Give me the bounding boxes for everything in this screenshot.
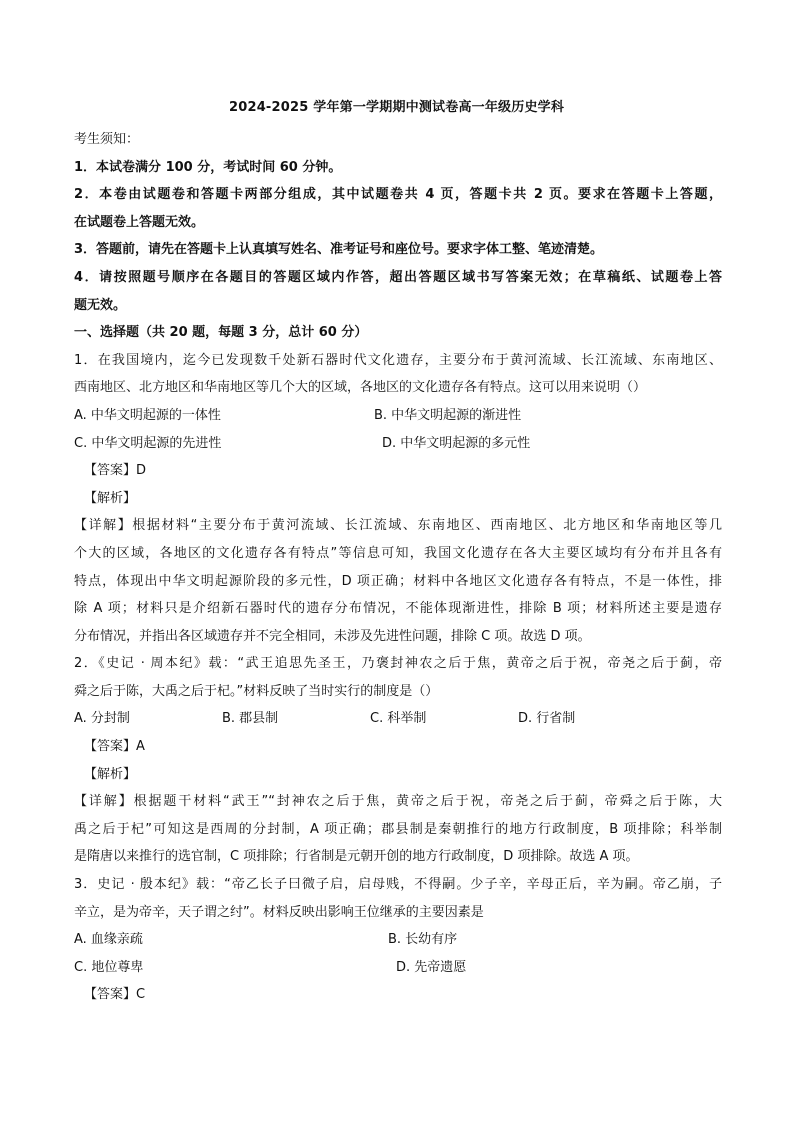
notice-item: 4．请按照题号顺序在各题目的答题区域内作答，超出答题区域书写答案无效；在草稿纸、试题卷上答: [74, 269, 722, 285]
section-heading: 一、选择题（共 20 题，每题 3 分，总计 60 分）: [74, 325, 368, 341]
option-a: A. 分封制: [74, 711, 130, 727]
option-b: B. 郡县制: [222, 711, 279, 727]
option-b: B. 中华文明起源的渐进性: [374, 407, 522, 423]
notice-item: 题无效。: [74, 297, 127, 313]
option-d: D. 先帝遗愿: [396, 959, 467, 975]
option-b: B. 长幼有序: [388, 932, 458, 948]
option-a: A. 中华文明起源的一体性: [74, 407, 221, 423]
question-1-stem: 1．在我国境内，迄今已发现数千处新石器时代文化遗存，主要分布于黄河流域、长江流域、东南地区、: [74, 352, 722, 368]
option-c: C. 科举制: [370, 711, 427, 727]
question-2-detail: 【详解】根据题干材料“武王”“封神农之后于焦，黄帝之后于祝，帝尧之后于蓟，帝舜之后于陈，大: [74, 794, 722, 810]
question-1-detail: 【详解】根据材料“主要分布于黄河流域、长江流域、东南地区、西南地区、北方地区和华南地区等几: [74, 518, 722, 534]
option-a: A. 血缘亲疏: [74, 932, 143, 948]
question-1-analysis-label: 【解析】: [84, 490, 137, 506]
notice-heading: 考生须知：: [74, 132, 140, 147]
question-2-stem: 2．《史记 · 周本纪》载：“武王追思先圣王，乃褒封神农之后于焦，黄帝之后于祝，帝尧之后于蓟，帝: [74, 656, 722, 672]
question-3-stem: 辛立，是为帝辛，天子谓之纣”。材料反映出影响王位继承的主要因素是: [74, 904, 484, 920]
page-title: 2024-2025 学年第一学期期中测试卷高一年级历史学科: [228, 100, 565, 115]
question-1-stem: 西南地区、北方地区和华南地区等几个大的区域，各地区的文化遗存各有特点。这可以用来说明（）: [74, 380, 647, 396]
option-d: D. 行省制: [518, 711, 576, 727]
option-c: C. 中华文明起源的先进性: [74, 435, 222, 451]
question-3-options: [74, 926, 722, 954]
notice-item: 1．本试卷满分 100 分，考试时间 60 分钟。: [74, 159, 342, 175]
question-3-options: [74, 954, 722, 982]
question-1-answer: 【答案】D: [84, 463, 147, 479]
question-1-detail: 个大的区域，各地区的文化遗存各有特点”等信息可知，我国文化遗存在各大主要区域均有分布并且各有: [74, 545, 722, 561]
notice-item: 2．本卷由试题卷和答题卡两部分组成，其中试题卷共 4 页，答题卡共 2 页。要求在答题卡上答题，: [74, 187, 722, 203]
question-1-detail: 除 A 项；材料只是介绍新石器时代的遗存分布情况，不能体现渐进性，排除 B 项；材料所述主要是遗存: [74, 601, 722, 617]
exam-content: [74, 126, 722, 1009]
question-2-analysis-label: 【解析】: [84, 766, 137, 782]
option-c: C. 地位尊卑: [74, 959, 144, 975]
question-1-options: [74, 402, 722, 430]
question-2-options: [74, 705, 722, 733]
notice-item: 在试题卷上答题无效。: [74, 214, 205, 230]
question-2-detail: 禹之后于杞”可知这是西周的分封制，A 项正确；郡县制是秦朝推行的地方行政制度，B 项排除；科举制: [74, 821, 722, 837]
question-2-answer: 【答案】A: [84, 739, 145, 755]
question-2-stem: 舜之后于陈，大禹之后于杞。”材料反映了当时实行的制度是（）: [74, 683, 439, 699]
question-1-detail: 特点，体现出中华文明起源阶段的多元性，D 项正确；材料中各地区文化遗存各有特点，不是一体性，排: [74, 573, 722, 589]
option-d: D. 中华文明起源的多元性: [382, 435, 531, 451]
question-1-detail: 分布情况，并指出各区域遗存并不完全相同，未涉及先进性问题，排除 C 项。故选 D 项。: [74, 628, 591, 644]
question-3-stem: 3．史记 · 殷本纪》载：“帝乙长子曰微子启，启母贱，不得嗣。少子辛，辛母正后，辛为嗣。帝乙崩，子: [74, 877, 722, 893]
question-3-answer: 【答案】C: [84, 987, 146, 1003]
question-1-options: [74, 430, 722, 458]
question-2-detail: 是隋唐以来推行的选官制，C 项排除；行省制是元朝开创的地方行政制度，D 项排除。故选 A 项。: [74, 849, 639, 865]
notice-item: 3．答题前，请先在答题卡上认真填写姓名、准考证号和座位号。要求字体工整、笔迹清楚。: [74, 242, 604, 258]
